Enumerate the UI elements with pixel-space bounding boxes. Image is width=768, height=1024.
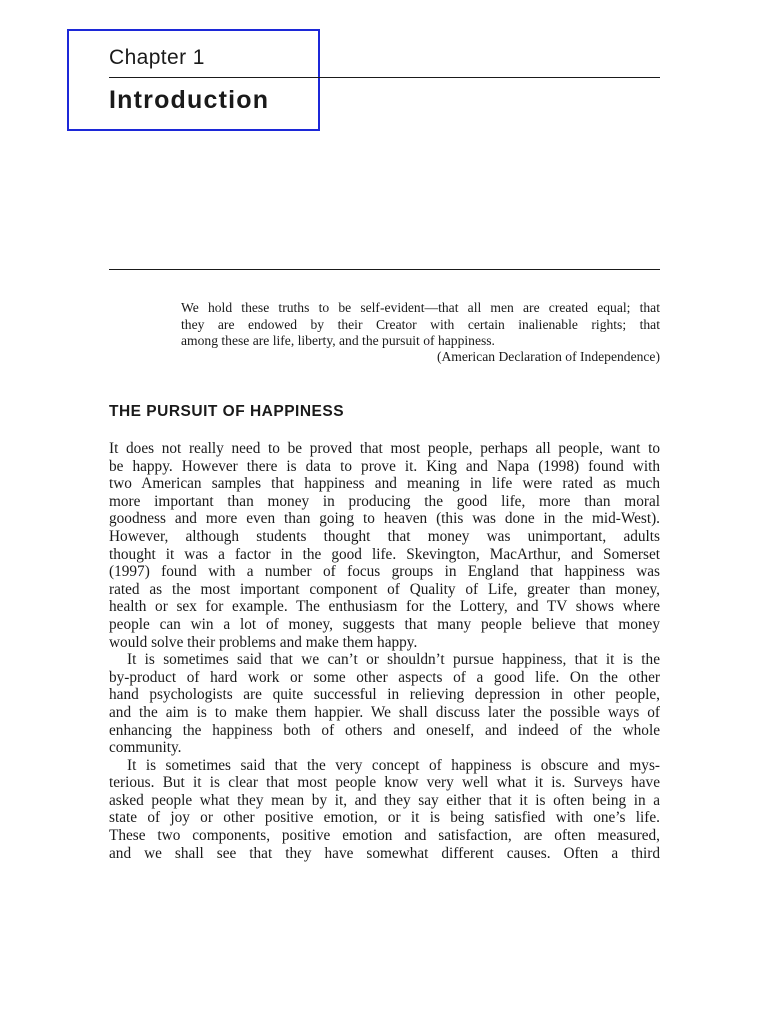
body-line: health or sex for example. The enthusiasm for the Lottery, and TV shows where [109, 598, 660, 616]
body-line: rated as the most important component of Quality of Life, greater than money, [109, 580, 660, 598]
epigraph-line: We hold these truths to be self-evident—that all men are created equal; that [181, 300, 660, 315]
body-line: by-product of hard work or some other aspects of a good life. On the other [109, 668, 660, 686]
body-line: be happy. However there is data to prove it. King and Napa (1998) found with [109, 457, 660, 475]
epigraph-line: among these are life, liberty, and the pursuit of happiness. [181, 333, 495, 349]
body-line: and we shall see that they have somewhat different causes. Often a third [109, 844, 660, 862]
chapter-title: Introduction [109, 86, 270, 114]
body-line: terious. But it is clear that most people know very well what it is. Surveys have [109, 774, 660, 792]
body-line: would solve their problems and make them happy. [109, 633, 418, 651]
body-line: (1997) found with a number of focus groups in England that happiness was [109, 563, 660, 581]
epigraph-line: they are endowed by their Creator with certain inalienable rights; that [181, 316, 660, 332]
body-line: and the aim is to make them happier. We shall discuss later the possible ways of [109, 703, 660, 721]
epigraph-source: (American Declaration of Independence) [436, 349, 660, 364]
section-heading: THE PURSUIT OF HAPPINESS [109, 403, 345, 420]
body-line: It is sometimes said that the very concept of happiness is obscure and mys- [127, 756, 660, 774]
body-line: enhancing the happiness both of others and oneself, and indeed of the whole [109, 721, 660, 739]
body-line: These two components, positive emotion and satisfaction, are often measured, [109, 827, 660, 845]
body-line: asked people what they mean by it, and they say either that it is often being in a [109, 791, 660, 809]
section-divider-rule [109, 269, 660, 270]
body-line: two American samples that happiness and meaning in life were rated as much [109, 475, 660, 493]
body-line: thought it was a factor in the good life. Skevington, MacArthur, and Somerset [109, 545, 660, 563]
body-line: hand psychologists are quite successful in relieving depression in other people, [109, 686, 660, 704]
chapter-rule [109, 77, 660, 78]
chapter-label: Chapter 1 [109, 46, 205, 69]
body-line: It is sometimes said that we can’t or shouldn’t pursue happiness, that it is the [127, 651, 660, 669]
epigraph-quote [181, 300, 660, 350]
body-line: more important than money in producing the good life, more than moral [109, 492, 660, 510]
body-line: people can win a lot of money, suggests that many people believe that money [109, 615, 660, 633]
body-line: state of joy or other positive emotion, or it is being satisfied with one’s life. [109, 809, 660, 827]
chapter-heading-box [67, 29, 320, 131]
body-text [109, 440, 660, 862]
body-line: goodness and more even than going to heaven (this was done in the mid-West). [109, 510, 660, 528]
body-line: community. [109, 739, 182, 757]
body-line: However, although students thought that money was unimportant, adults [109, 527, 660, 545]
body-line: It does not really need to be proved that most people, perhaps all people, want to [109, 440, 660, 457]
